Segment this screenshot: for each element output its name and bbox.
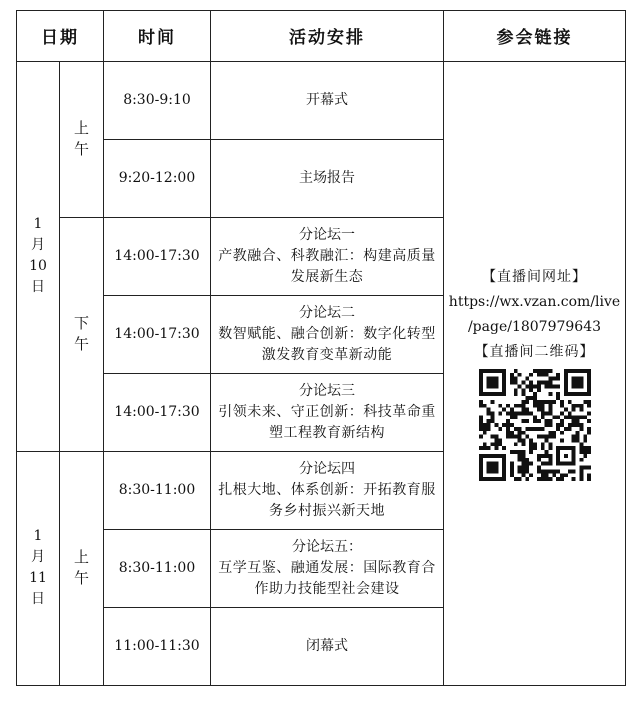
- live-url-line1[interactable]: https://wx.vzan.com/live: [448, 294, 621, 311]
- time-cell: 9:20-12:00: [104, 139, 211, 217]
- time-cell: 14:00-17:30: [104, 295, 211, 373]
- morning-label-day1: 上 午: [60, 61, 104, 217]
- activity-cell: [211, 529, 444, 607]
- activity-subtitle: 互学互鉴、融通发展：国际教育合作助力技能型社会建设: [218, 559, 436, 597]
- activity-subtitle: 数智赋能、融合创新：数字化转型激发教育变革新动能: [218, 325, 436, 363]
- link-cell: [444, 61, 626, 685]
- schedule-table: [16, 10, 626, 686]
- date-jan-11: 1 月 11 日: [17, 451, 60, 685]
- activity-cell: [211, 451, 444, 529]
- activity-cell: [211, 295, 444, 373]
- activity-title: 分论坛四: [299, 460, 355, 477]
- activity-cell: [211, 217, 444, 295]
- activity-subtitle: 扎根大地、体系创新：开拓教育服务乡村振兴新天地: [218, 481, 436, 519]
- activity-cell: [211, 61, 444, 139]
- activity-title: 分论坛五：: [292, 538, 362, 555]
- header-activity: 活动安排: [211, 11, 444, 62]
- activity-cell: [211, 139, 444, 217]
- time-cell: 8:30-11:00: [104, 529, 211, 607]
- date-jan-10: 1 月 10 日: [17, 61, 60, 451]
- qr-code-icon: [479, 369, 591, 481]
- live-room-label: 【直播间网址】: [482, 269, 587, 286]
- header-row: [17, 11, 626, 62]
- time-cell: 14:00-17:30: [104, 217, 211, 295]
- activity-subtitle: 产教融合、科教融汇：构建高质量发展新生态: [218, 247, 436, 285]
- activity-title: 分论坛一: [299, 226, 355, 243]
- afternoon-label-day1: 下 午: [60, 217, 104, 451]
- header-link: 参会链接: [444, 11, 626, 62]
- header-time: 时间: [104, 11, 211, 62]
- morning-label-day2: 上 午: [60, 451, 104, 685]
- activity-title: 分论坛三: [299, 382, 355, 399]
- activity-title: 闭幕式: [306, 637, 348, 654]
- activity-cell: [211, 607, 444, 685]
- time-cell: 8:30-9:10: [104, 61, 211, 139]
- activity-subtitle: 引领未来、守正创新：科技革命重塑工程教育新结构: [218, 403, 436, 441]
- header-date: 日期: [17, 11, 104, 62]
- activity-title: 分论坛二: [299, 304, 355, 321]
- live-url-line2[interactable]: /page/1807979643: [467, 319, 602, 336]
- qr-label: 【直播间二维码】: [474, 344, 595, 361]
- activity-cell: [211, 373, 444, 451]
- time-cell: 8:30-11:00: [104, 451, 211, 529]
- time-cell: 14:00-17:30: [104, 373, 211, 451]
- time-cell: 11:00-11:30: [104, 607, 211, 685]
- activity-title: 主场报告: [299, 169, 355, 186]
- table-row: [17, 61, 626, 139]
- activity-title: 开幕式: [306, 91, 348, 108]
